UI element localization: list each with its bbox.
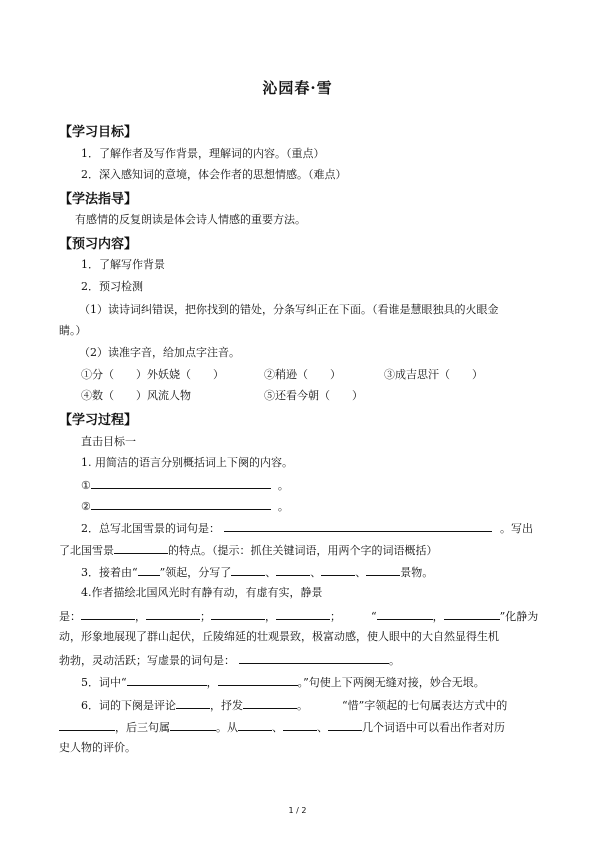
- answer-blank-1[interactable]: [91, 477, 271, 489]
- q3-text-b: ”领起，分写了: [159, 566, 232, 579]
- q2-blank-2[interactable]: [114, 542, 168, 554]
- q4-blank-7[interactable]: [239, 652, 389, 664]
- q2-text-b: 。写出: [500, 522, 533, 535]
- q6-blank-6[interactable]: [283, 719, 317, 731]
- comma: 、: [272, 721, 283, 734]
- goal-item-2: 2．深入感知词的意境，体会作者的思想情感。（难点）: [81, 168, 347, 181]
- goal-item-1: 1．了解作者及写作背景，理解词的内容。（重点）: [81, 147, 325, 160]
- q6-text-a: 6．词的下阕是评论: [81, 699, 176, 712]
- pinyin-item-1: ①分（ ）外妖娆（ ）: [81, 368, 224, 381]
- q2-text-d: 的特点。（提示：抓住关键词语，用两个字的词语概括）: [168, 544, 438, 557]
- period: 。: [389, 654, 400, 667]
- process-question-2-line-2: [59, 542, 438, 558]
- preview-item-2: 2．预习检测: [81, 280, 143, 293]
- preview-question-1-line-1: （1）读诗词纠错误，把你找到的错处，分条写纠正在下面。（看谁是慧眼独具的火眼金: [79, 303, 499, 316]
- preview-question-1-line-2: 睛。）: [59, 324, 87, 337]
- pinyin-item-3: ③成吉思汗（ ）: [384, 368, 483, 381]
- process-question-6-line-1: [81, 697, 507, 713]
- pinyin-item-5: ⑤还看今朝（ ）: [264, 389, 363, 402]
- period: 。: [297, 699, 308, 712]
- process-question-5: [81, 674, 485, 690]
- q4-text-b: 是：: [59, 610, 81, 623]
- q6-text-f: 几个词语中可以看出作者对历: [362, 721, 505, 734]
- q4-blank-3[interactable]: [211, 608, 265, 620]
- q5-text-a: 5．词中“: [81, 676, 127, 689]
- q6-text-b: ，抒发: [210, 699, 243, 712]
- answer-marker-2: ②: [81, 500, 91, 513]
- q3-blank-5[interactable]: [366, 564, 400, 576]
- q6-blank-4[interactable]: [170, 719, 216, 731]
- q2-text-c: 了北国雪景: [59, 544, 114, 557]
- q2-text-a: 2．总写北国雪景的词句是：: [81, 522, 220, 535]
- page-title: 沁园春·雪: [262, 79, 333, 97]
- q6-blank-7[interactable]: [328, 719, 362, 731]
- pinyin-item-4: ④数（ ）风流人物: [81, 389, 191, 402]
- process-question-6-line-2: [59, 719, 505, 735]
- period: 。: [277, 500, 289, 513]
- preview-item-1: 1．了解写作背景: [81, 258, 165, 271]
- process-question-4-line-2: [59, 608, 538, 624]
- q5-blank-2[interactable]: [218, 674, 298, 686]
- q4-semicolon: ；: [330, 610, 341, 623]
- answer-blank-2[interactable]: [91, 498, 271, 510]
- q4-blank-5[interactable]: [377, 608, 433, 620]
- comma: 、: [355, 566, 367, 579]
- process-question-2-line-1: [81, 520, 533, 536]
- process-intro: 直击目标一: [81, 435, 136, 448]
- q2-blank-1[interactable]: [224, 520, 492, 532]
- page-number: 1 / 2: [288, 806, 307, 815]
- methods-text: 有感情的反复朗读是体会诗人情感的重要方法。: [75, 213, 306, 226]
- q4-comma: ，: [432, 610, 444, 623]
- q4-blank-2[interactable]: [146, 608, 200, 620]
- q4-blank-4[interactable]: [276, 608, 330, 620]
- q4-blank-6[interactable]: [444, 608, 500, 620]
- answer-marker-1: ①: [81, 479, 91, 492]
- q4-comma: ，: [265, 610, 276, 623]
- section-heading-preview: 【预习内容】: [59, 237, 138, 252]
- process-question-1-answer-b: [81, 498, 289, 514]
- q4-semicolon: ；: [200, 610, 211, 623]
- q3-blank-1[interactable]: [138, 564, 160, 576]
- q6-blank-2[interactable]: [243, 697, 297, 709]
- q5-text-b: 。”句使上下两阕无缝对接，妙合无垠。: [297, 676, 485, 689]
- process-question-1: 1. 用简洁的语言分别概括词上下阕的内容。: [81, 456, 293, 469]
- section-heading-process: 【学习过程】: [59, 413, 138, 428]
- q3-blank-4[interactable]: [321, 564, 355, 576]
- comma: 、: [317, 721, 328, 734]
- comma: 、: [265, 566, 277, 579]
- period: 。: [277, 479, 289, 492]
- q4-text-f: ”化静为: [499, 610, 539, 623]
- q6-blank-1[interactable]: [176, 697, 210, 709]
- comma: 、: [310, 566, 322, 579]
- process-question-3: [81, 564, 433, 580]
- q4-comma: ，: [135, 610, 146, 623]
- section-heading-goals: 【学习目标】: [59, 125, 138, 140]
- q6-text-e: 。从: [216, 721, 238, 734]
- section-heading-methods: 【学法指导】: [59, 192, 138, 207]
- q3-text-a: 3．接着由“: [81, 566, 138, 579]
- q4-text-h: 勃勃，灵动活跃；写虚景的词句是：: [59, 654, 235, 667]
- q4-blank-1[interactable]: [81, 608, 135, 620]
- q3-text-d: 景物。: [400, 566, 434, 579]
- process-question-4-line-3: 动，形象地展现了群山起伏，丘陵绵延的壮观景致，极富动感，使人眼中的大自然显得生机: [59, 630, 499, 643]
- process-question-1-answer-a: [81, 477, 289, 493]
- q6-blank-3[interactable]: [59, 719, 115, 731]
- process-question-6-line-3: 史人物的评价。: [59, 741, 136, 754]
- q5-comma: ，: [206, 676, 218, 689]
- q4-quote-open: “: [371, 610, 377, 623]
- q3-blank-3[interactable]: [276, 564, 310, 576]
- pinyin-item-2: ②稍逊（ ）: [264, 368, 341, 381]
- q5-blank-1[interactable]: [127, 674, 207, 686]
- process-question-4-line-4: [59, 652, 400, 668]
- q6-blank-5[interactable]: [238, 719, 272, 731]
- preview-question-2: （2）读准字音，给加点字注音。: [79, 346, 240, 359]
- process-question-4-line-1: 4.作者描绘北国风光时有静有动，有虚有实，静景: [81, 586, 323, 599]
- q6-text-d: ，后三句属: [115, 721, 170, 734]
- q6-text-c: “惜”字领起的七句属表达方式中的: [342, 699, 508, 712]
- q3-blank-2[interactable]: [231, 564, 265, 576]
